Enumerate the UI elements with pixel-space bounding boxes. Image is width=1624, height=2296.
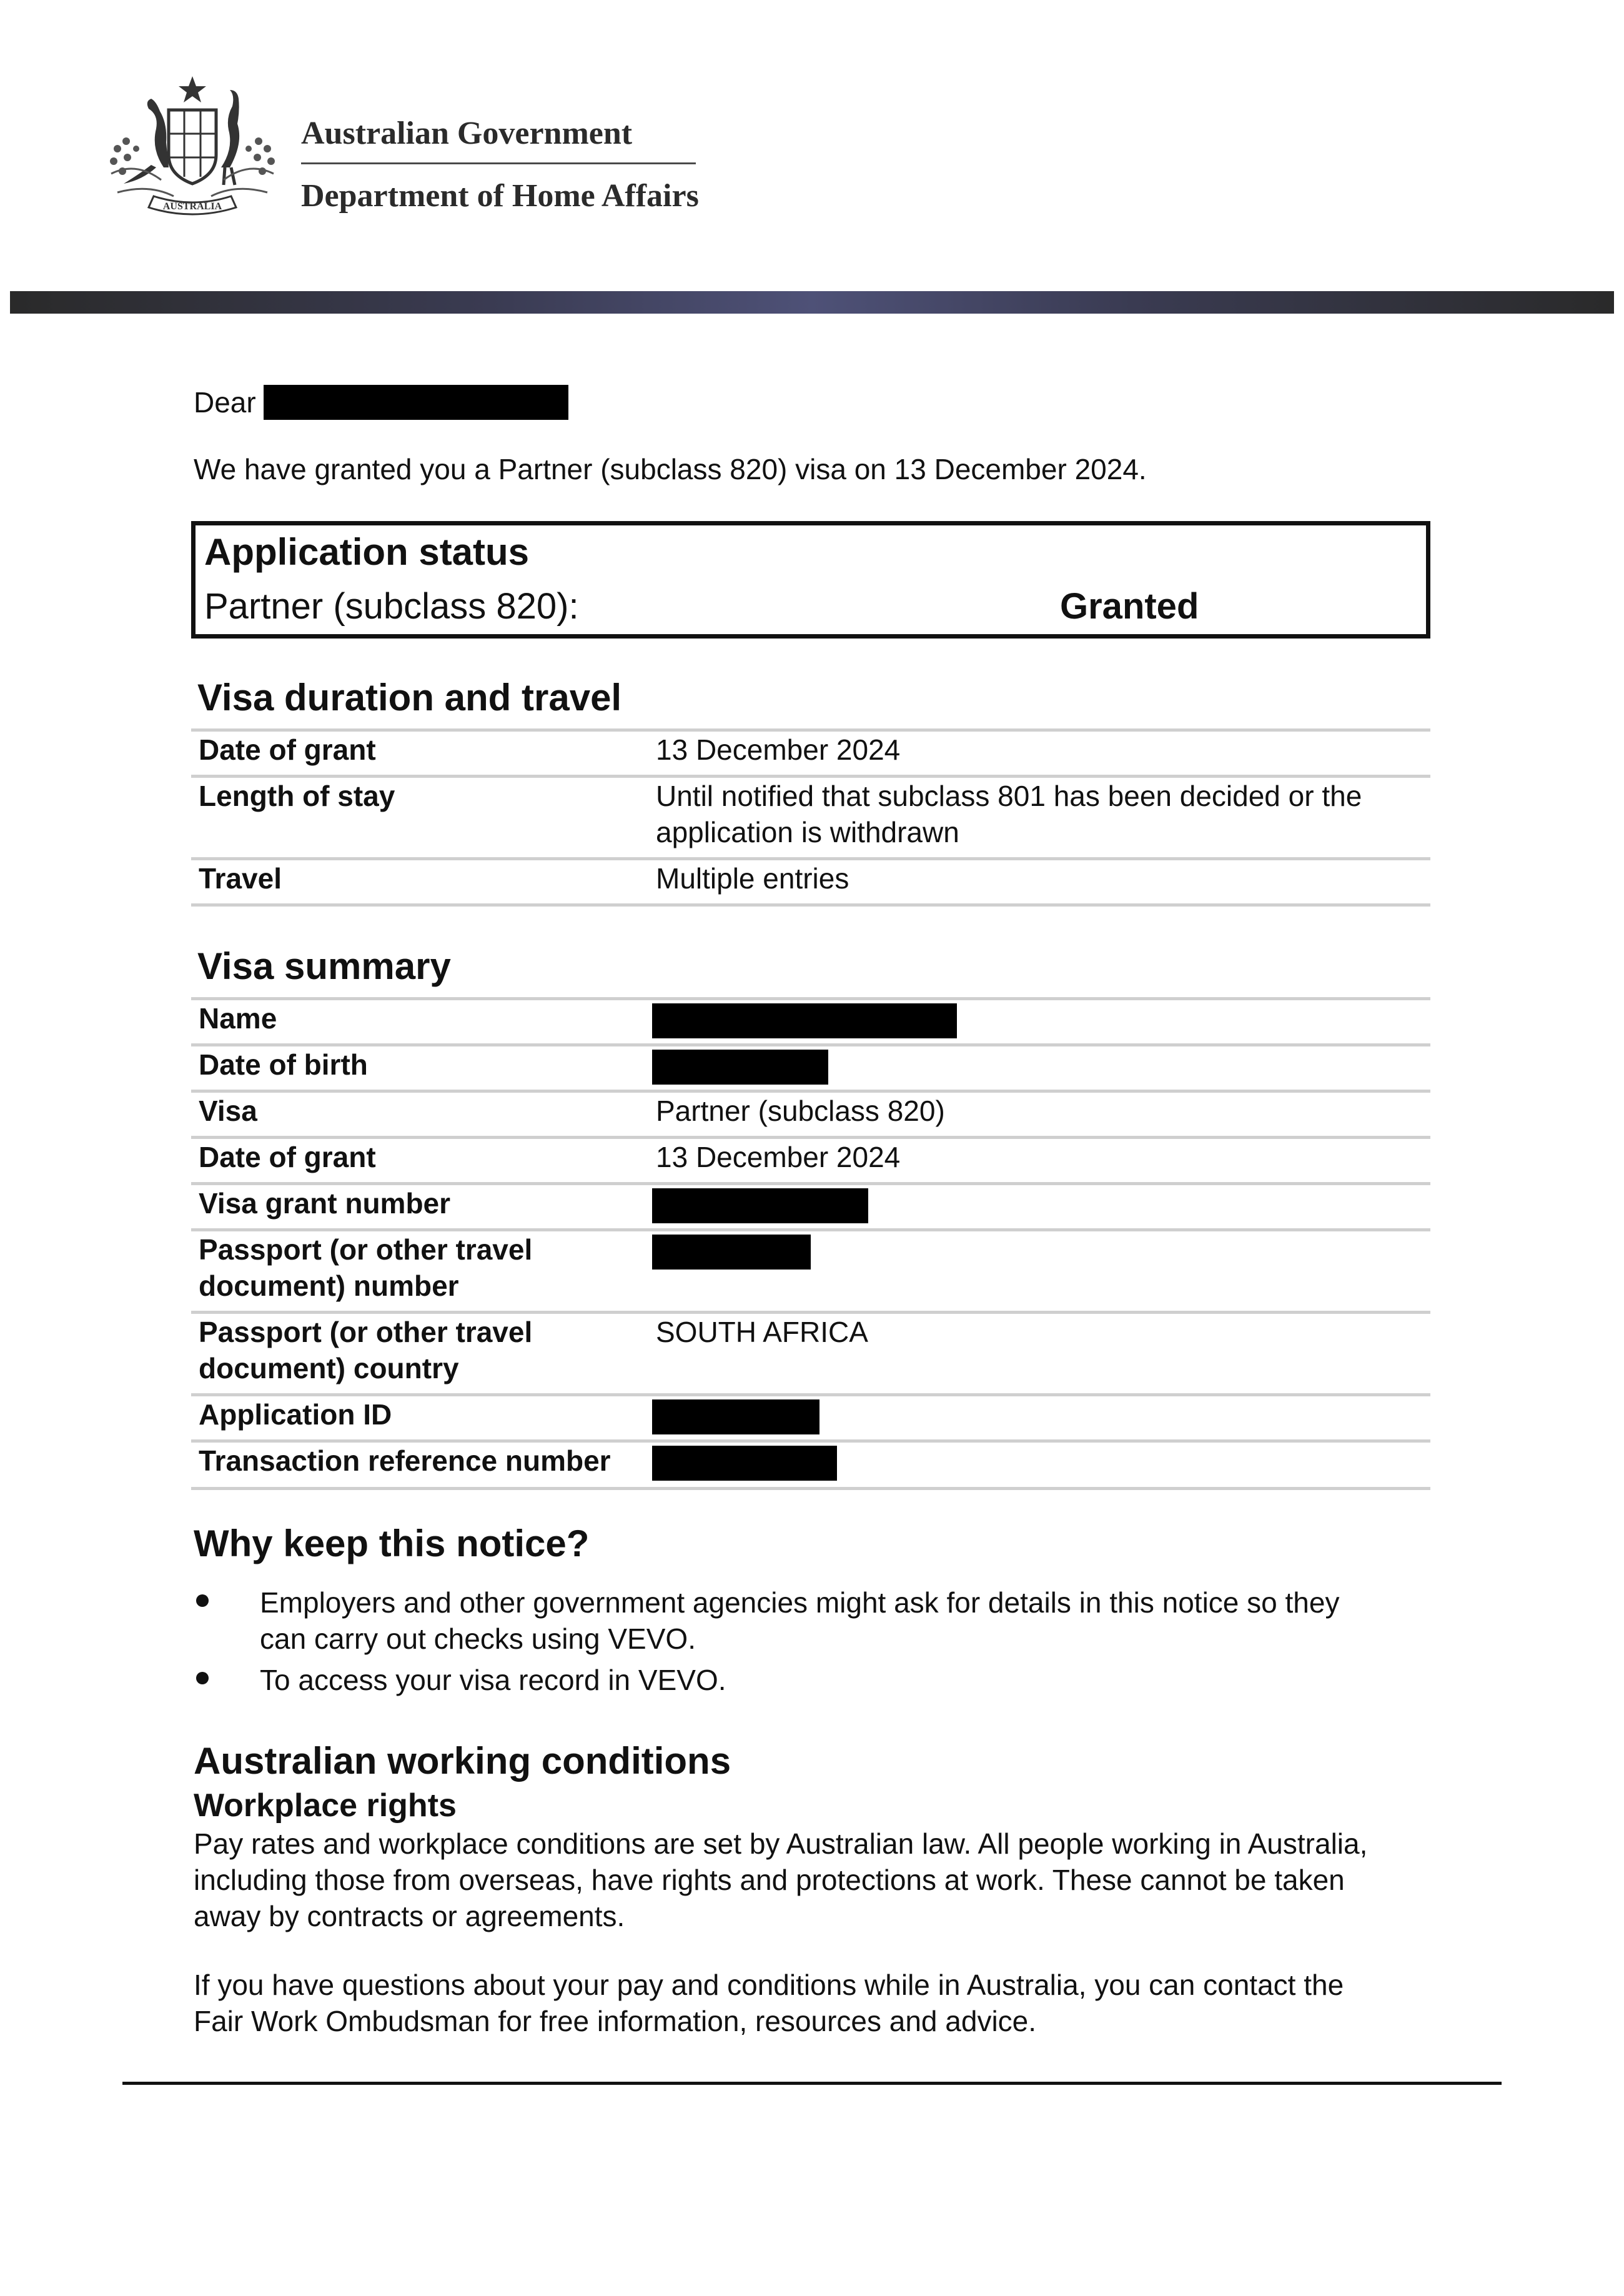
summary-label-transaction-reference: Transaction reference number [199, 1444, 611, 1477]
summary-label-passport-country-1: Passport (or other travel [199, 1316, 533, 1348]
summary-value-date-of-grant: 13 December 2024 [656, 1141, 901, 1173]
organisation-name: Australian Government [301, 116, 633, 151]
duration-value-date-of-grant: 13 December 2024 [656, 733, 901, 766]
summary-heading: Visa summary [197, 945, 451, 987]
table-rule [191, 1182, 1430, 1185]
summary-label-date-of-grant: Date of grant [199, 1141, 376, 1173]
grant-intro: We have granted you a Partner (subclass 820) visa on 13 December 2024. [194, 453, 1147, 485]
crest-ribbon-text: AUSTRALIA [162, 201, 222, 212]
summary-label-passport-number-1: Passport (or other travel [199, 1233, 533, 1266]
working-heading: Australian working conditions [194, 1740, 731, 1782]
summary-label-application-id: Application ID [199, 1398, 392, 1431]
redacted-application-id [652, 1399, 819, 1434]
workplace-rights-subheading: Workplace rights [194, 1787, 457, 1824]
redacted-date-of-birth [652, 1050, 828, 1085]
application-status-box [191, 521, 1430, 639]
duration-value-travel: Multiple entries [656, 862, 849, 895]
summary-value-visa: Partner (subclass 820) [656, 1095, 945, 1127]
table-rule [191, 1228, 1430, 1231]
bullet-icon [196, 1672, 209, 1684]
footer-rule [122, 2082, 1502, 2085]
working-para-2-line-1: If you have questions about your pay and conditions while in Australia, you can contact the [194, 1969, 1344, 2001]
summary-value-passport-country: SOUTH AFRICA [656, 1316, 868, 1348]
duration-label-length-of-stay: Length of stay [199, 780, 395, 812]
table-rule [191, 1311, 1430, 1314]
duration-value-length-of-stay-2: application is withdrawn [656, 816, 959, 848]
redacted-passport-number [652, 1235, 811, 1270]
table-rule [191, 775, 1430, 778]
department-name: Department of Home Affairs [301, 178, 699, 214]
table-rule [191, 997, 1430, 1000]
why-heading: Why keep this notice? [194, 1523, 590, 1564]
summary-label-date-of-birth: Date of birth [199, 1048, 368, 1081]
duration-heading: Visa duration and travel [197, 677, 622, 718]
table-rule [191, 1439, 1430, 1443]
working-para-1-line-3: away by contracts or agreements. [194, 1900, 625, 1932]
table-rule [191, 728, 1430, 732]
table-rule [191, 1090, 1430, 1093]
status-visa-label: Partner (subclass 820): [204, 586, 579, 627]
coat-of-arms-icon [99, 74, 286, 224]
table-rule [191, 1136, 1430, 1139]
working-para-1-line-2: including those from overseas, have rights and protections at work. These cannot be taken [194, 1864, 1345, 1896]
duration-label-travel: Travel [199, 862, 282, 895]
table-rule [191, 903, 1430, 907]
table-rule [191, 1487, 1430, 1490]
salutation: Dear [194, 386, 256, 419]
redacted-recipient-name [264, 385, 568, 420]
table-rule [191, 1043, 1430, 1046]
header-divider [301, 162, 696, 164]
duration-label-date-of-grant: Date of grant [199, 733, 376, 766]
working-para-1-line-1: Pay rates and workplace conditions are set by Australian law. All people working in Australia, [194, 1827, 1368, 1860]
redacted-visa-grant-number [652, 1188, 868, 1223]
why-bullet-1-line-1: Employers and other government agencies might ask for details in this notice so they [260, 1586, 1340, 1619]
summary-label-visa-grant-number: Visa grant number [199, 1187, 451, 1220]
working-para-2-line-2: Fair Work Ombudsman for free information, resources and advice. [194, 2005, 1037, 2037]
bullet-icon [196, 1594, 209, 1607]
summary-label-passport-country-2: document) country [199, 1352, 459, 1384]
summary-label-passport-number-2: document) number [199, 1270, 459, 1302]
summary-label-name: Name [199, 1002, 277, 1035]
header-band [10, 291, 1614, 314]
summary-label-visa: Visa [199, 1095, 257, 1127]
duration-value-length-of-stay-1: Until notified that subclass 801 has been decided or the [656, 780, 1362, 812]
redacted-transaction-reference [652, 1446, 837, 1481]
status-title: Application status [204, 531, 530, 573]
why-bullet-2: To access your visa record in VEVO. [260, 1664, 726, 1696]
redacted-name [652, 1003, 957, 1038]
table-rule [191, 857, 1430, 860]
status-value: Granted [1060, 586, 1199, 627]
table-rule [191, 1393, 1430, 1396]
why-bullet-1-line-2: can carry out checks using VEVO. [260, 1623, 696, 1655]
